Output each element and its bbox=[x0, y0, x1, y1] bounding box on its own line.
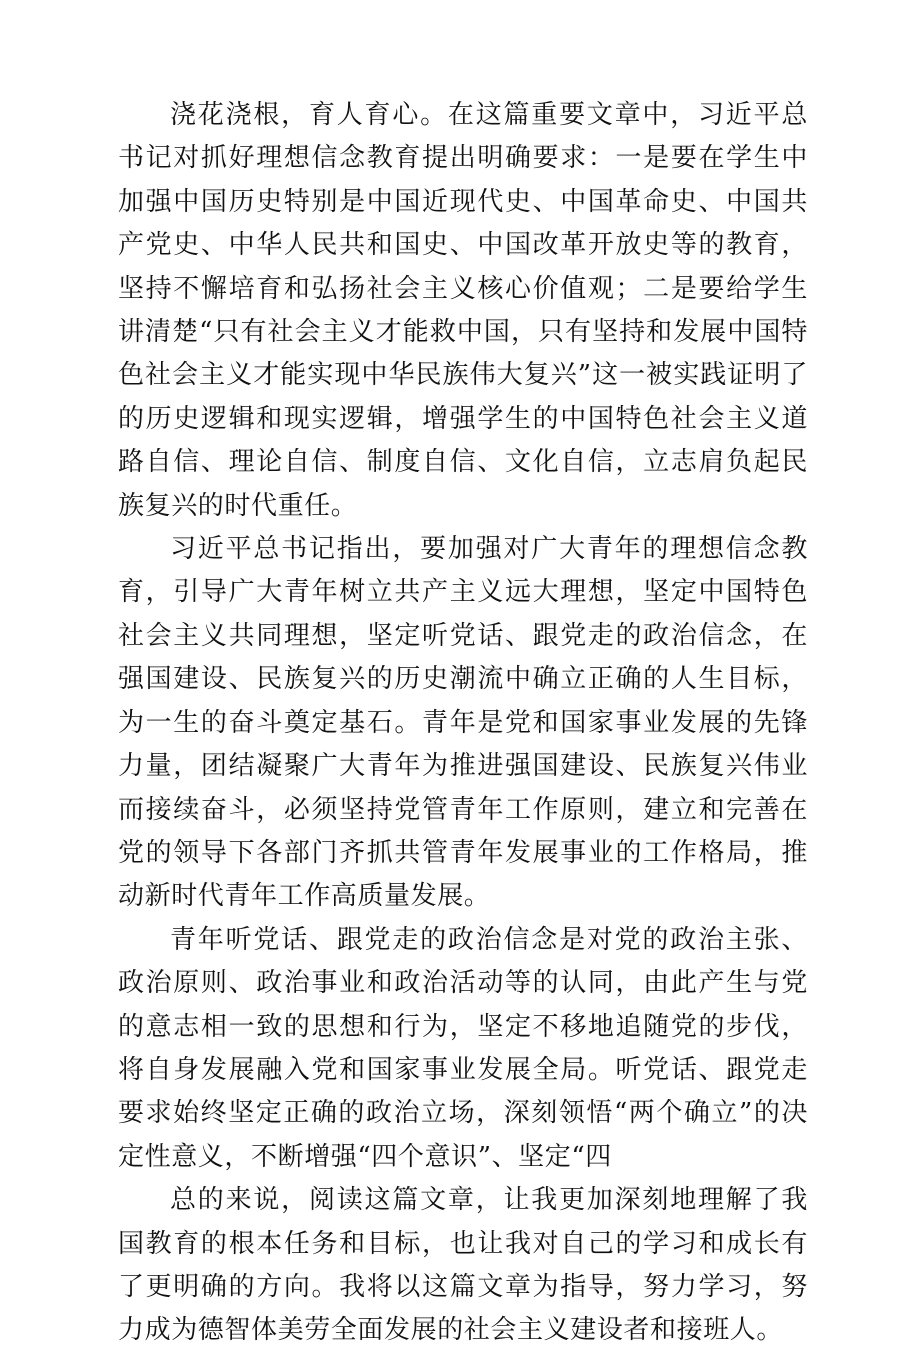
document-body bbox=[118, 94, 808, 1353]
paragraph-1: 浇花浇根，育人育心。在这篇重要文章中，习近平总书记对抓好理想信念教育提出明确要求：一是要在学生中加强中国历史特别是中国近现代史、中国革命史、中国共产党史、中华人民共和国史、中国改革开放史等的教育，坚持不懈培育和弘扬社会主义核心价值观；二是要给学生讲清楚“只有社会主义才能救中国，只有坚持和发展中国特色社会主义才能实现中华民族伟大复兴”这一被实践证明了的历史逻辑和现实逻辑，增强学生的中国特色社会主义道路自信、理论自信、制度自信、文化自信，立志肩负起民族复兴的时代重任。 bbox=[118, 100, 808, 521]
paragraph-2: 习近平总书记指出，要加强对广大青年的理想信念教育，引导广大青年树立共产主义远大理想，坚定中国特色社会主义共同理想，坚定听党话、跟党走的政治信念，在强国建设、民族复兴的历史潮流中确立正确的人生目标，为一生的奋斗奠定基石。青年是党和国家事业发展的先锋力量，团结凝聚广大青年为推进强国建设、民族复兴伟业而接续奋斗，必须坚持党管青年工作原则，建立和完善在党的领导下各部门齐抓共管青年发展事业的工作格局，推动新时代青年工作高质量发展。 bbox=[118, 534, 808, 912]
paragraph-4: 总的来说，阅读这篇文章，让我更加深刻地理解了我国教育的根本任务和目标，也让我对自己的学习和成长有了更明确的方向。我将以这篇文章为指导，努力学习，努力成为德智体美劳全面发展的社会主义建设者和接班人。 bbox=[118, 1185, 808, 1346]
paragraph-3: 青年听党话、跟党走的政治信念是对党的政治主张、政治原则、政治事业和政治活动等的认同，由此产生与党的意志相一致的思想和行为，坚定不移地追随党的步伐，将自身发展融入党和国家事业发展全局。听党话、跟党走要求始终坚定正确的政治立场，深刻领悟“两个确立”的决定性意义，不断增强“四个意识”、坚定“四 bbox=[118, 924, 808, 1172]
